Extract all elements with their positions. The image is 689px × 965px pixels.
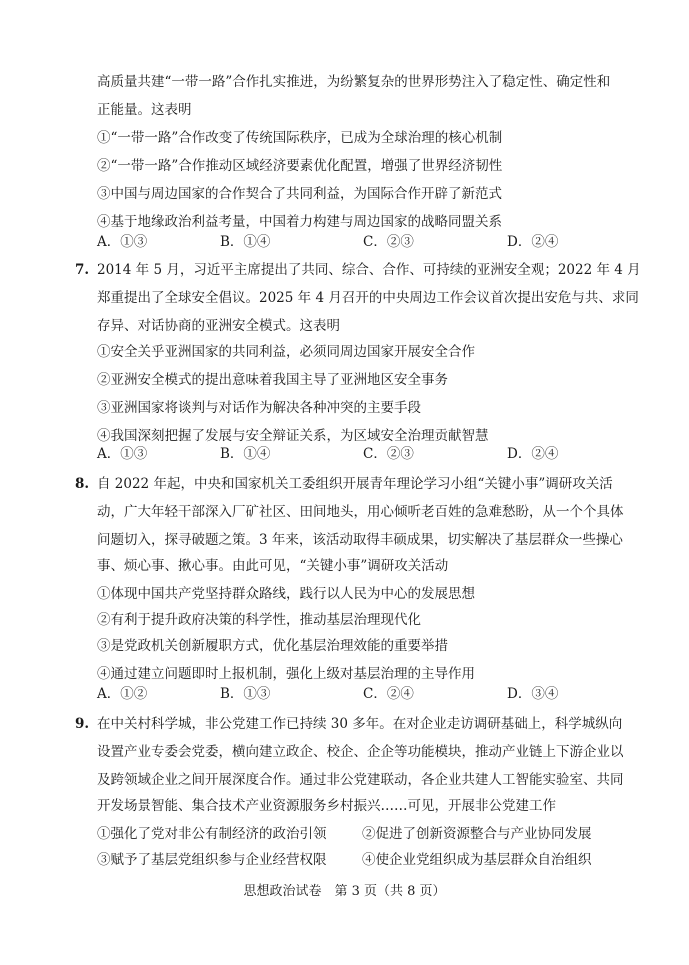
q6-stem-line-2: 正能量。这表明 [97,102,192,118]
q6-option-b: B．①④ [220,234,271,250]
q9-item-4: ④使企业党组织成为基层群众自治组织 [362,852,592,868]
q9-stem-line-1: 在中关村科学城，非公党建工作已持续 30 多年。在对企业走访调研基础上，科学城纵向 [97,716,623,732]
q9-stem-line-4: 开发场景智能、集合技术产业资源服务乡村振兴……可见，开展非公党建工作 [97,798,556,814]
q8-option-a: A．①② [97,686,148,702]
q7-option-b: B．①④ [220,446,271,462]
q6-stem-line-1: 高质量共建“一带一路”合作扎实推进，为纷繁复杂的世界形势注入了稳定性、确定性和 [97,74,611,90]
q9-stem-line-3: 及跨领域企业之间开展深度合作。通过非公党建联动，各企业共建人工智能实验室、共同 [97,772,624,788]
q9-stem-line-2: 设置产业专委会党委，横向建立政企、校企、企企等功能模块，推动产业链上下游企业以 [97,744,624,760]
q7-number: 7. [75,262,90,278]
q9-item-1: ①强化了党对非公有制经济的政治引领 [97,826,327,842]
q7-stem-line-2: 郑重提出了全球安全倡议。2025 年 4 月召开的中央周边工作会议首次提出安危与共、求同 [97,290,639,306]
q6-item-1: ①“一带一路”合作改变了传统国际秩序，已成为全球治理的核心机制 [97,130,503,146]
q7-item-2: ②亚洲安全模式的提出意味着我国主导了亚洲地区安全事务 [97,372,448,388]
q8-item-2: ②有利于提升政府决策的科学性，推动基层治理现代化 [97,612,421,628]
q7-stem-line-3: 存异、对话协商的亚洲安全模式。这表明 [97,318,340,334]
page-footer: 思想政治试卷 第 3 页（共 8 页） [243,884,446,899]
q8-option-b: B．①③ [220,686,271,702]
q8-option-c: C．②④ [363,686,414,702]
q8-stem-line-1: 自 2022 年起，中央和国家机关工委组织开展青年理论学习小组“关键小事”调研攻关活 [97,476,613,492]
q8-item-1: ①体现中国共产党坚持群众路线，践行以人民为中心的发展思想 [97,586,475,602]
q8-item-3: ③是党政机关创新履职方式，优化基层治理效能的重要举措 [97,638,448,654]
q9-number: 9. [75,716,90,732]
q7-item-3: ③亚洲国家将谈判与对话作为解决各种冲突的主要手段 [97,400,421,416]
q9-item-3: ③赋予了基层党组织参与企业经营权限 [97,852,327,868]
q9-item-2: ②促进了创新资源整合与产业协同发展 [362,826,592,842]
q7-stem-line-1: 2014 年 5 月，习近平主席提出了共同、综合、合作、可持续的亚洲安全观；2022 年 4 月 [97,262,641,278]
q8-number: 8. [75,476,90,492]
q8-item-4: ④通过建立问题即时上报机制，强化上级对基层治理的主导作用 [97,666,475,682]
q6-option-a: A．①③ [97,234,148,250]
q8-stem-line-2: 动，广大年轻干部深入厂矿社区、田间地头，用心倾听老百姓的急难愁盼，从一个个具体 [97,504,624,520]
q7-item-1: ①安全关乎亚洲国家的共同利益，必须同周边国家开展安全合作 [97,344,475,360]
q6-item-4: ④基于地缘政治利益考量，中国着力构建与周边国家的战略同盟关系 [97,214,502,230]
q6-option-d: D．②④ [507,234,559,250]
q7-item-4: ④我国深刻把握了发展与安全辩证关系，为区域安全治理贡献智慧 [97,428,489,444]
q8-stem-line-3: 问题切入，探寻破题之策。3 年来，该活动取得丰硕成果，切实解决了基层群众一些操心 [97,532,623,548]
q8-option-d: D．③④ [507,686,559,702]
q6-item-3: ③中国与周边国家的合作契合了共同利益，为国际合作开辟了新范式 [97,186,502,202]
q6-item-2: ②“一带一路”合作推动区域经济要素优化配置，增强了世界经济韧性 [97,158,503,174]
q6-option-c: C．②③ [363,234,414,250]
q7-option-d: D．②④ [507,446,559,462]
q7-option-c: C．②③ [363,446,414,462]
q8-stem-line-4: 事、烦心事、揪心事。由此可见，“关键小事”调研攻关活动 [97,558,449,574]
q7-option-a: A．①③ [97,446,148,462]
